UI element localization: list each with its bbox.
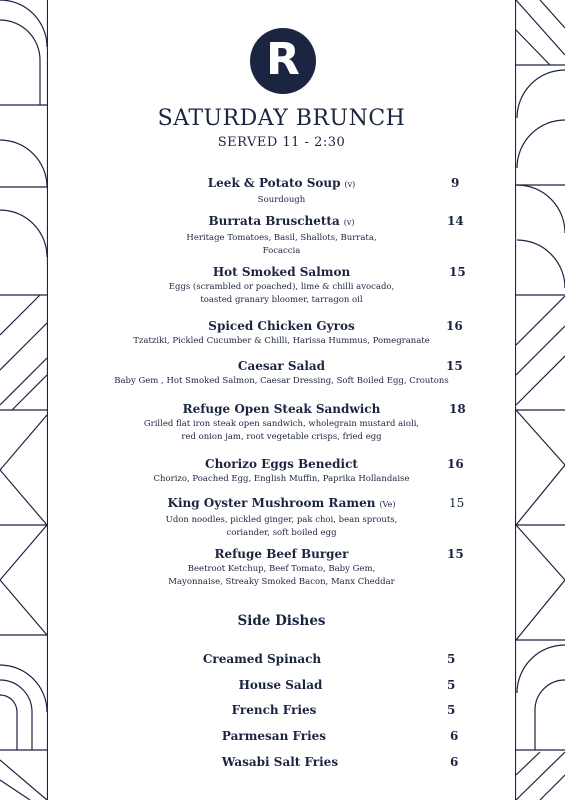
item-price: 18 (449, 402, 466, 416)
menu-title: SATURDAY BRUNCH (157, 106, 406, 131)
side-price: 6 (450, 755, 459, 769)
item-price: 16 (446, 319, 463, 333)
menu-item (48, 546, 515, 589)
item-desc: Tzatziki, Pickled Cucumber & Chilli, Harissa Hummus, Pomegranate (133, 336, 430, 346)
item-desc: toasted granary bloomer, tarragon oil (200, 295, 363, 305)
menu-page (48, 0, 515, 800)
item-desc: Eggs (scrambled or poached), lime & chilli avocado, (168, 282, 395, 292)
item-desc: red onion jam, root vegetable crisps, fried egg (181, 432, 382, 442)
item-desc: Grilled flat iron steak open sandwich, wholegrain mustard aioli, (143, 419, 420, 429)
menu-item (48, 358, 515, 388)
item-name: Spiced Chicken Gyros (208, 319, 355, 333)
item-desc: Heritage Tomatoes, Basil, Shallots, Burrata, (186, 233, 377, 243)
item-diet: (Ve) (379, 500, 396, 509)
item-desc: Chorizo, Poached Egg, English Muffin, Paprika Hollandaise (153, 474, 410, 484)
item-name: Hot Smoked Salmon (212, 265, 351, 279)
side-name: Wasabi Salt Fries (221, 755, 339, 769)
side-dishes-title: Side Dishes (237, 613, 326, 629)
menu-item (48, 175, 515, 207)
item-price: 16 (447, 457, 464, 471)
menu-item (48, 264, 515, 307)
side-price: 5 (447, 652, 456, 666)
item-name: Chorizo Eggs Benedict (205, 457, 358, 471)
item-price: 15 (449, 496, 465, 510)
item-price: 14 (447, 214, 464, 228)
item-name: Caesar Salad (237, 359, 326, 373)
right-geometric-border (515, 0, 565, 800)
side-name: House Salad (238, 678, 323, 692)
menu-subtitle: SERVED 11 - 2:30 (217, 135, 346, 150)
logo-letter: R (266, 34, 300, 85)
item-price: 15 (447, 547, 464, 561)
item-desc: Baby Gem , Hot Smoked Salmon, Caesar Dressing, Soft Boiled Egg, Croutons (114, 376, 449, 386)
side-price: 5 (447, 703, 456, 717)
item-price: 15 (449, 265, 466, 279)
menu-item (48, 213, 515, 258)
item-price: 15 (446, 359, 463, 373)
menu-item (48, 318, 515, 348)
item-name: Burrata Bruschetta (208, 214, 340, 228)
item-desc: coriander, soft boiled egg (226, 528, 337, 538)
menu-item (48, 495, 515, 540)
menu-item (48, 401, 515, 444)
item-desc: Udon noodles, pickled ginger, pak choi, bean sprouts, (165, 515, 398, 525)
item-name: King Oyster Mushroom Ramen (167, 496, 376, 510)
side-name: French Fries (231, 703, 317, 717)
item-desc: Sourdough (257, 195, 306, 205)
side-price: 6 (450, 729, 459, 743)
item-desc: Beetroot Ketchup, Beef Tomato, Baby Gem, (187, 564, 376, 574)
side-name: Creamed Spinach (202, 652, 322, 666)
menu-item (48, 456, 515, 486)
item-name: Refuge Open Steak Sandwich (182, 402, 381, 416)
item-name: Refuge Beef Burger (214, 547, 349, 561)
item-price: 9 (451, 176, 460, 190)
left-geometric-border (0, 0, 48, 800)
item-diet: (v) (344, 180, 356, 189)
brand-logo (250, 28, 316, 94)
item-name: Leek & Potato Soup (207, 176, 341, 190)
side-name: Parmesan Fries (221, 729, 327, 743)
item-diet: (v) (343, 218, 355, 227)
item-desc: Focaccia (262, 246, 301, 256)
side-price: 5 (447, 678, 456, 692)
item-desc: Mayonnaise, Streaky Smoked Bacon, Manx Cheddar (168, 577, 395, 587)
